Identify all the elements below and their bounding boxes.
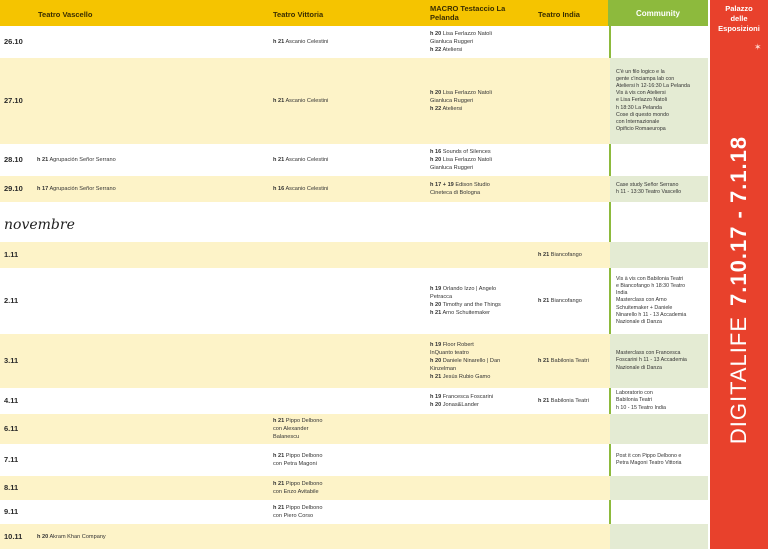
table-row bbox=[0, 414, 610, 444]
table-row bbox=[0, 242, 610, 268]
event-macro: h 19 Francesca Foscarini h 20 Jonas&Lander bbox=[430, 394, 494, 408]
row-date: 8.11 bbox=[4, 483, 19, 492]
table-row bbox=[0, 524, 610, 549]
schedule-header bbox=[0, 0, 708, 26]
event-macro: h 16 Sounds of Silences h 20 Lisa Ferlazzo Natoli Gianluca Ruggeri bbox=[430, 149, 492, 171]
community-cell-bg bbox=[610, 414, 708, 444]
event-india: h 21 Biancofango bbox=[538, 252, 582, 258]
event-vittoria: h 21 Pippo Delbono con Enzo Avitabile bbox=[273, 481, 323, 495]
venue-line-2: delle bbox=[730, 14, 748, 23]
venue-line-3: Esposizioni bbox=[718, 24, 760, 33]
event-india: h 21 Babilonia Teatri bbox=[538, 358, 589, 364]
event-macro: h 20 Lisa Ferlazzo Natoli Gianluca Ruggeri h 22 Ateliersi bbox=[430, 31, 492, 53]
event-vittoria: h 21 Pippo Delbono con Piero Corso bbox=[273, 505, 323, 519]
event-vascello: h 17 Agrupación Señor Serrano bbox=[37, 186, 116, 192]
event-vascello: h 21 Agrupación Señor Serrano bbox=[37, 157, 116, 163]
event-vittoria: h 21 Pippo Delbono con Petra Magoni bbox=[273, 453, 323, 467]
community-event: Post it con Pippo Delbono e Petra Magoni Teatro Vittoria bbox=[616, 452, 682, 466]
event-vittoria: h 21 Ascanio Celestini bbox=[273, 98, 329, 104]
community-cell-bg bbox=[610, 144, 708, 176]
table-row bbox=[0, 58, 610, 144]
column-header-teatro-india: Teatro India bbox=[538, 10, 580, 19]
event-vittoria: h 21 Ascanio Celestini bbox=[273, 157, 329, 163]
festival-dates: 7.10.17 - 7.1.18 bbox=[726, 135, 751, 306]
row-date: 4.11 bbox=[4, 396, 19, 405]
table-row bbox=[0, 500, 610, 524]
venue-line-1: Palazzo bbox=[725, 4, 753, 13]
festival-name: DIGITALIFE bbox=[726, 315, 751, 445]
row-date: 1.11 bbox=[4, 250, 19, 259]
month-label: novembre bbox=[4, 217, 75, 233]
column-header-macro-testaccio: MACRO Testaccio La Pelanda bbox=[430, 4, 506, 22]
digitalife-sidebar bbox=[710, 0, 768, 549]
community-event: C'è un filo logico e la gente c'inciampa lab con Ateliersi h 12-16:30 La Pelanda Vis à vis con Ateliersi e Lisa Ferlazzo Natoli h 18:30 La Pelanda Cose di questo mondo con Internazionale Opificio Romaeuropa bbox=[616, 68, 690, 133]
community-cell-bg bbox=[610, 500, 708, 524]
column-header-teatro-vittoria: Teatro Vittoria bbox=[273, 10, 324, 19]
table-row bbox=[0, 388, 610, 414]
table-row bbox=[0, 144, 610, 176]
community-event: Masterclass con Francesca Foscarini h 11 - 13 Accademia Nazionale di Danza bbox=[616, 350, 687, 371]
table-row bbox=[0, 26, 610, 58]
event-vascello: h 20 Akram Khan Company bbox=[37, 533, 106, 540]
event-macro: h 20 Lisa Ferlazzo Natoli Gianluca Ruggeri h 22 Ateliersi bbox=[430, 90, 492, 112]
column-header-community: Community bbox=[608, 0, 708, 26]
table-row bbox=[0, 176, 610, 202]
community-cell-bg bbox=[610, 26, 708, 58]
event-macro: h 19 Floor Robert InQuanto teatro h 20 Daniele Ninarello | Dan Kinzelman h 21 Jesús Rubio Gamo bbox=[430, 342, 501, 380]
community-event: Laboratorio con Babilonia Teatri h 10 - 15 Teatro India bbox=[616, 390, 666, 411]
event-macro: h 19 Orlando Izzo | Angelo Petracca h 20 Timothy and the Things h 21 Arno Schuitemaker bbox=[430, 286, 501, 316]
event-macro: h 17 + 19 Edison Studio Cineteca di Bologna bbox=[430, 182, 490, 196]
event-india: h 21 Biancofango bbox=[538, 298, 582, 304]
row-date: 27.10 bbox=[4, 96, 23, 105]
table-row bbox=[0, 334, 610, 388]
community-cell-bg bbox=[610, 242, 708, 268]
row-date: 7.11 bbox=[4, 455, 19, 464]
community-event: Case study Señor Serrano h 11 - 13:30 Teatro Vascello bbox=[616, 181, 682, 195]
row-date: 29.10 bbox=[4, 184, 23, 193]
table-row bbox=[0, 444, 610, 476]
community-cell-bg bbox=[610, 476, 708, 500]
sparkle-icon: ✶ bbox=[754, 42, 762, 52]
festival-title bbox=[726, 136, 752, 444]
column-header-teatro-vascello: Teatro Vascello bbox=[38, 10, 93, 19]
community-event: Vis à vis con Babilonia Teatri e Biancofango h 18:30 Teatro India Masterclass con Arno Schuitemaker + Daniele Ninarello h 11 - 13 Accademia Nazionale di Danza bbox=[616, 275, 687, 326]
row-date: 6.11 bbox=[4, 424, 19, 433]
venue-label bbox=[710, 4, 768, 34]
row-date: 9.11 bbox=[4, 507, 19, 516]
row-date: 10.11 bbox=[4, 531, 23, 541]
event-vittoria: h 16 Ascanio Celestini bbox=[273, 186, 329, 192]
event-vittoria: h 21 Pippo Delbono con Alexander Balanescu bbox=[273, 418, 323, 440]
table-row bbox=[0, 268, 610, 334]
row-date: 3.11 bbox=[4, 356, 19, 365]
table-row bbox=[0, 476, 610, 500]
row-date: 2.11 bbox=[4, 296, 19, 305]
event-vittoria: h 21 Ascanio Celestini bbox=[273, 39, 329, 45]
row-date: 28.10 bbox=[4, 155, 23, 164]
community-cell-bg bbox=[610, 524, 708, 549]
row-date: 26.10 bbox=[4, 37, 23, 46]
event-india: h 21 Babilonia Teatri bbox=[538, 398, 589, 404]
